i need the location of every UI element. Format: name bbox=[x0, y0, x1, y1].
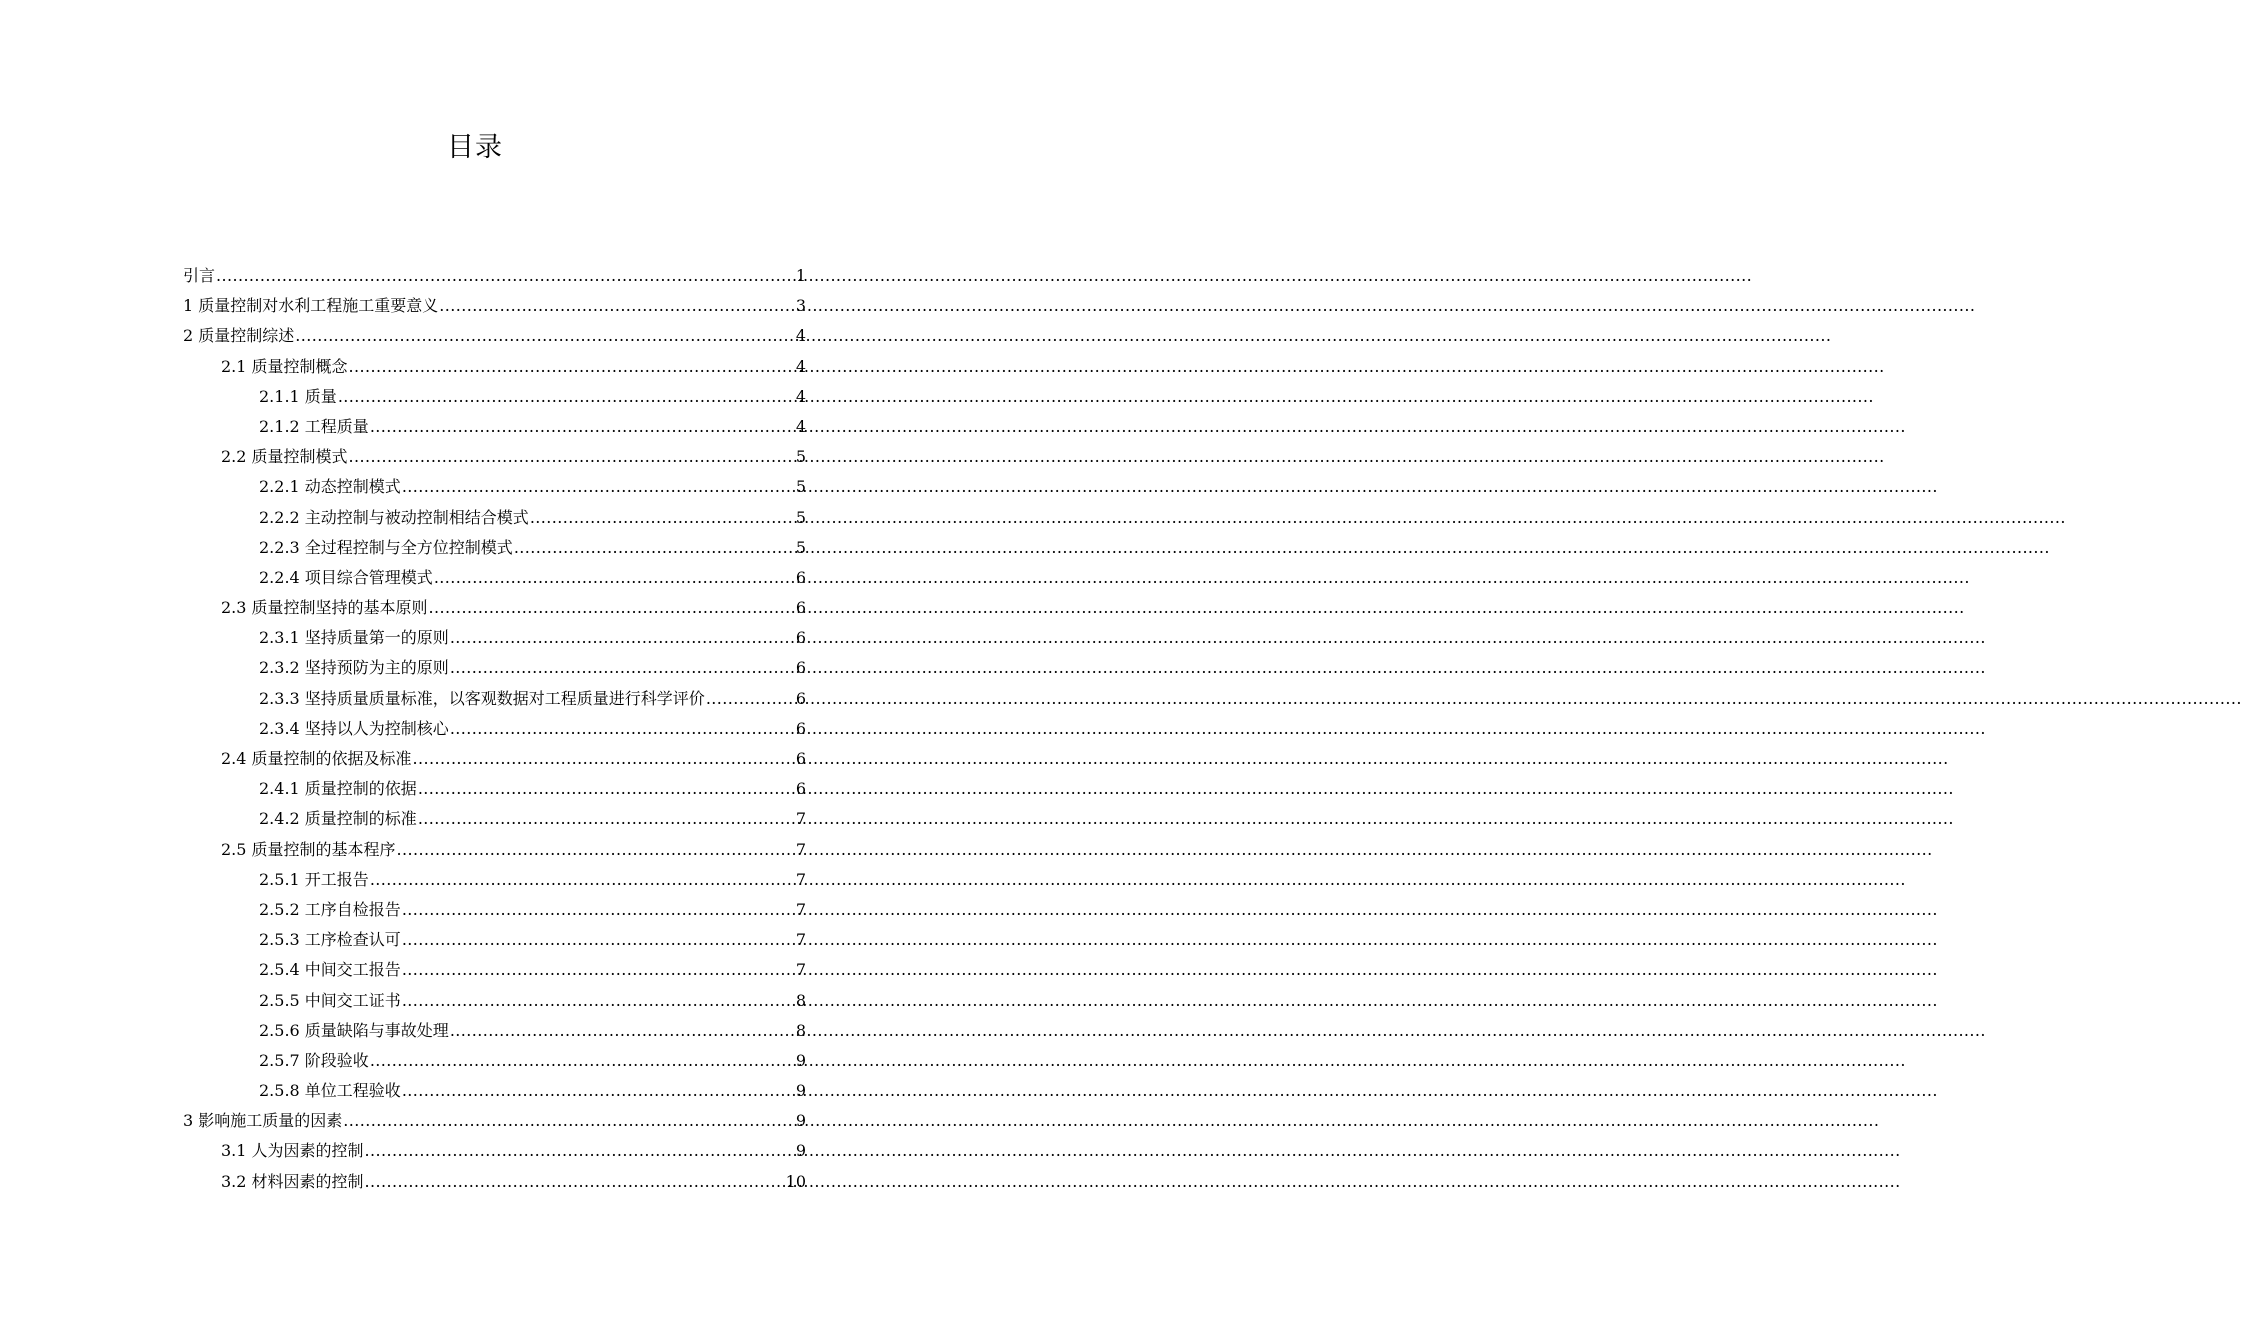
toc-entry-text: 2.1 质量控制概念 bbox=[221, 356, 348, 376]
toc-entry-text: 2.5.6 质量缺陷与事故处理 bbox=[259, 1020, 449, 1040]
toc-entry-text: 3 影响施工质量的因素 bbox=[183, 1111, 343, 1131]
toc-page-number: 6 bbox=[795, 628, 806, 648]
toc-entry[interactable] bbox=[183, 382, 806, 412]
toc-entry-text: 2.5.4 中间交工报告 bbox=[259, 960, 401, 980]
toc-entry-text: 2.1.2 工程质量 bbox=[259, 416, 369, 436]
toc-leader-dots bbox=[418, 774, 795, 804]
toc-page-number: 7 bbox=[795, 930, 806, 950]
toc-leader-dots bbox=[338, 382, 795, 412]
toc-entry-text: 2.4.1 质量控制的依据 bbox=[259, 779, 417, 799]
toc-page-number: 9 bbox=[795, 1141, 806, 1161]
toc-leader-dots bbox=[706, 684, 795, 714]
toc-page-number: 7 bbox=[795, 899, 806, 919]
toc-entry-text: 2.2.2 主动控制与被动控制相结合模式 bbox=[259, 507, 529, 527]
toc-page-number: 6 bbox=[795, 749, 806, 768]
toc-page-number: 8 bbox=[795, 1020, 806, 1040]
toc-page-number: 9 bbox=[795, 1111, 806, 1131]
toc-leader-dots bbox=[530, 503, 795, 533]
toc-entry[interactable] bbox=[183, 442, 806, 472]
toc-entry-text: 2.2.4 项目综合管理模式 bbox=[259, 567, 433, 587]
toc-entry[interactable] bbox=[183, 1106, 806, 1136]
toc-entry[interactable] bbox=[183, 412, 806, 442]
toc-page-number: 9 bbox=[795, 1081, 806, 1101]
toc-entry[interactable] bbox=[183, 804, 806, 834]
toc-page-number: 7 bbox=[795, 960, 806, 980]
toc-leader-dots bbox=[370, 865, 795, 895]
toc-page-number: 6 bbox=[795, 598, 806, 618]
toc-entry-text: 2.5.3 工序检查认可 bbox=[259, 930, 401, 950]
document-page bbox=[0, 0, 950, 1344]
toc-leader-dots bbox=[429, 593, 795, 623]
toc-leader-dots bbox=[370, 1046, 795, 1076]
toc-entry-text: 2.5.1 开工报告 bbox=[259, 869, 369, 889]
toc-page-number: 10 bbox=[785, 1171, 806, 1191]
toc-leader-dots bbox=[370, 412, 795, 442]
toc-entry[interactable] bbox=[183, 321, 806, 351]
toc-entry-text: 1 质量控制对水利工程施工重要意义 bbox=[183, 296, 439, 316]
page-title: 目录 bbox=[447, 132, 503, 163]
toc-leader-dots bbox=[402, 925, 795, 955]
toc-leader-dots bbox=[402, 1076, 795, 1106]
toc-page-number: 7 bbox=[795, 839, 806, 859]
toc-entry[interactable] bbox=[183, 533, 806, 563]
toc-entry[interactable] bbox=[183, 925, 806, 955]
toc-entry[interactable] bbox=[183, 623, 806, 653]
toc-entry[interactable] bbox=[183, 593, 806, 623]
toc-entry-text: 2.1.1 质量 bbox=[259, 386, 337, 406]
toc-list bbox=[183, 261, 806, 1197]
toc-entry-text: 2.5.7 阶段验收 bbox=[259, 1050, 369, 1070]
toc-page-number: 6 bbox=[795, 779, 806, 799]
toc-entry-text: 2.4 质量控制的依据及标准 bbox=[221, 749, 412, 768]
toc-leader-dots bbox=[365, 1136, 795, 1166]
toc-entry[interactable] bbox=[183, 1016, 806, 1046]
toc-entry[interactable] bbox=[183, 563, 806, 593]
toc-entry-text: 2.5.2 工序自检报告 bbox=[259, 899, 401, 919]
toc-leader-dots bbox=[216, 261, 795, 291]
toc-entry[interactable] bbox=[183, 261, 806, 291]
toc-entry[interactable] bbox=[183, 986, 806, 1016]
toc-entry[interactable] bbox=[183, 352, 806, 382]
toc-leader-dots bbox=[402, 472, 795, 502]
toc-leader-dots bbox=[450, 714, 795, 744]
toc-entry[interactable] bbox=[183, 472, 806, 502]
toc-entry[interactable] bbox=[183, 955, 806, 985]
toc-entry[interactable] bbox=[183, 1136, 806, 1166]
toc-entry[interactable] bbox=[183, 684, 806, 714]
toc-page-number: 4 bbox=[795, 386, 806, 406]
toc-page-number: 5 bbox=[795, 477, 806, 497]
toc-entry[interactable] bbox=[183, 1046, 806, 1076]
toc-entry-text: 2.3.4 坚持以人为控制核心 bbox=[259, 718, 449, 738]
toc-leader-dots bbox=[514, 533, 795, 563]
toc-page-number: 5 bbox=[795, 507, 806, 527]
toc-entry[interactable] bbox=[183, 653, 806, 683]
toc-entry-text: 2.5.8 单位工程验收 bbox=[259, 1081, 401, 1101]
toc-entry-text: 2.4.2 质量控制的标准 bbox=[259, 809, 417, 829]
toc-leader-dots bbox=[413, 744, 795, 774]
toc-entry-text: 2.3.2 坚持预防为主的原则 bbox=[259, 658, 449, 678]
toc-entry-text: 2.5.5 中间交工证书 bbox=[259, 990, 401, 1010]
toc-entry-text: 2.2 质量控制模式 bbox=[221, 447, 348, 467]
toc-page-number: 6 bbox=[795, 658, 806, 678]
toc-page-number: 4 bbox=[795, 326, 806, 346]
toc-entry-text: 2.2.3 全过程控制与全方位控制模式 bbox=[259, 537, 513, 557]
toc-leader-dots bbox=[402, 895, 795, 925]
toc-entry[interactable] bbox=[183, 1076, 806, 1106]
toc-page-number: 7 bbox=[795, 869, 806, 889]
toc-entry[interactable] bbox=[183, 1167, 806, 1197]
toc-entry[interactable] bbox=[183, 714, 806, 744]
toc-entry-text: 2.3.3 坚持质量质量标准，以客观数据对工程质量进行科学评价 bbox=[259, 688, 705, 708]
toc-page-number: 3 bbox=[795, 296, 806, 316]
toc-entry[interactable] bbox=[183, 744, 806, 774]
toc-entry-text: 2 质量控制综述 bbox=[183, 326, 295, 346]
toc-page-number: 8 bbox=[795, 990, 806, 1010]
toc-entry[interactable] bbox=[183, 503, 806, 533]
toc-entry[interactable] bbox=[183, 895, 806, 925]
toc-page-number: 6 bbox=[795, 718, 806, 738]
toc-page-number: 6 bbox=[795, 688, 806, 708]
toc-page-number: 1 bbox=[795, 266, 806, 285]
toc-page-number: 4 bbox=[795, 356, 806, 376]
toc-leader-dots bbox=[402, 986, 795, 1016]
toc-entry-text: 2.3 质量控制坚持的基本原则 bbox=[221, 598, 428, 618]
toc-entry[interactable] bbox=[183, 865, 806, 895]
toc-leader-dots bbox=[450, 623, 795, 653]
toc-leader-dots bbox=[450, 653, 795, 683]
toc-entry-text: 2.3.1 坚持质量第一的原则 bbox=[259, 628, 449, 648]
toc-leader-dots bbox=[434, 563, 795, 593]
toc-leader-dots bbox=[295, 321, 795, 351]
toc-page-number: 5 bbox=[795, 537, 806, 557]
toc-leader-dots bbox=[402, 955, 795, 985]
toc-leader-dots bbox=[365, 1167, 785, 1197]
toc-entry-text: 2.2.1 动态控制模式 bbox=[259, 477, 401, 497]
toc-page-number: 5 bbox=[795, 447, 806, 467]
toc-entry-text: 引言 bbox=[183, 266, 216, 285]
toc-entry-text: 3.2 材料因素的控制 bbox=[221, 1171, 364, 1191]
toc-page-number: 4 bbox=[795, 416, 806, 436]
toc-page-number: 7 bbox=[795, 809, 806, 829]
toc-entry[interactable] bbox=[183, 774, 806, 804]
toc-leader-dots bbox=[439, 291, 795, 321]
toc-page-number: 9 bbox=[795, 1050, 806, 1070]
toc-leader-dots bbox=[349, 442, 795, 472]
toc-leader-dots bbox=[343, 1106, 795, 1136]
toc-leader-dots bbox=[349, 352, 795, 382]
toc-leader-dots bbox=[397, 835, 795, 865]
toc-leader-dots bbox=[418, 804, 795, 834]
toc-entry-text: 2.5 质量控制的基本程序 bbox=[221, 839, 396, 859]
toc-leader-dots bbox=[450, 1016, 795, 1046]
toc-entry-text: 3.1 人为因素的控制 bbox=[221, 1141, 364, 1161]
toc-page-number: 6 bbox=[795, 567, 806, 587]
toc-entry[interactable] bbox=[183, 291, 806, 321]
toc-entry[interactable] bbox=[183, 835, 806, 865]
